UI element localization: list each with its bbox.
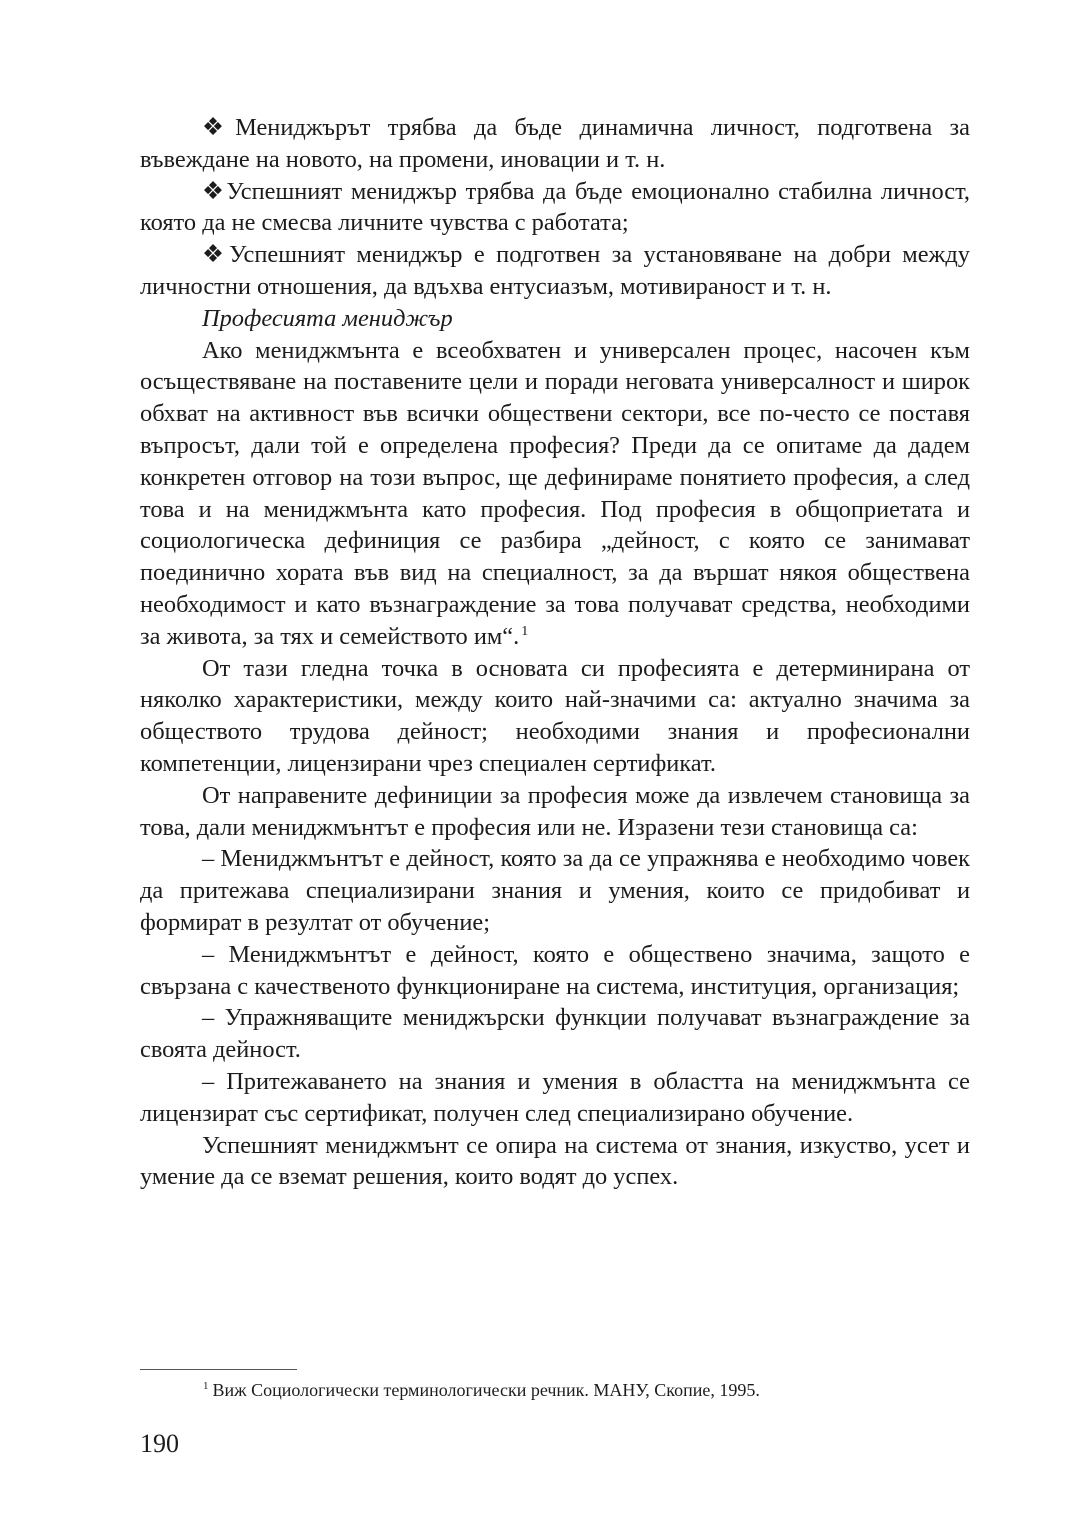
footnote-number: 1 [203, 1380, 209, 1392]
paragraph: От тази гледна точка в основата си професията е детерминирана от няколко характеристики, между които най-значими са: актуално значима за обществото трудова дейност; необходими знания и професионални компетенции, лицензирани чрез специален сертификат. [140, 654, 970, 777]
footnote-reference: 1 [521, 623, 529, 639]
list-item: – Мениджмънтът е дейност, която за да се упражнява е необходимо човек да притежава специализирани знания и умения, които се придобиват и формират в резултат от обучение; [140, 845, 970, 936]
list-item: – Упражняващите мениджърски функции получават възнаграждение за своята дейност. [140, 1004, 970, 1064]
paragraph-text: Ако мениджмънта е всеобхватен и универсален процес, насочен към осъществяване на поставените цели и поради неговата универсалност и широк обхват на активност във всички обществени сектори, все по-често се поставя въпросът, дали той е определена професия? Преди да се опитаме да дадем конкретен отговор на този въпрос, ще дефинираме понятието професия, а след това и на мениджмънта като професия. Под професия в общоприетата и социологическа дефиниция се разбира „дейност, с която се занимават поединично хората във вид на специалност, за да вършат някоя обществена необходимост и като възнаграждение за това получават средства, необходими за живота, за тях и семейството им“. [140, 336, 970, 650]
footnote-divider [140, 1369, 297, 1370]
paragraph: Успешният мениджмънт се опира на система от знания, изкуство, усет и умение да се вземат решения, които водят до успех. [140, 1131, 970, 1191]
list-item: – Мениджмънтът е дейност, която е обществено значима, защото е свързана с качественото функциониране на система, институция, организация; [140, 940, 970, 1000]
footnote [203, 1378, 760, 1402]
paragraph-with-footnote [140, 335, 970, 653]
bullet-paragraph: ❖Успешният мениджър трябва да бъде емоционално стабилна личност, която да не смесва личните чувства с работата; [140, 177, 970, 237]
list-item: – Притежаването на знания и умения в областта на мениджмънта се лицензират със сертификат, получен след специализирано обучение. [140, 1067, 970, 1127]
footnote-text: Виж Социологически терминологически речник. МАНУ, Скопие, 1995. [212, 1380, 760, 1400]
main-text [140, 112, 970, 1193]
paragraph: От направените дефиниции за професия може да извлечем становища за това, дали мениджмънтът е професия или не. Изразени тези становища са: [140, 781, 970, 841]
page-number: 190 [140, 1429, 179, 1458]
bullet-paragraph: ❖Мениджърът трябва да бъде динамична личност, подготвена за въвеждане на новото, на промени, иновации и т. н. [140, 114, 970, 173]
bullet-paragraph: ❖Успешният мениджър е подготвен за установяване на добри между личностни отношения, да вдъхва ентусиазъм, мотивираност и т. н. [140, 241, 970, 300]
section-heading: Професията мениджър [202, 304, 453, 332]
